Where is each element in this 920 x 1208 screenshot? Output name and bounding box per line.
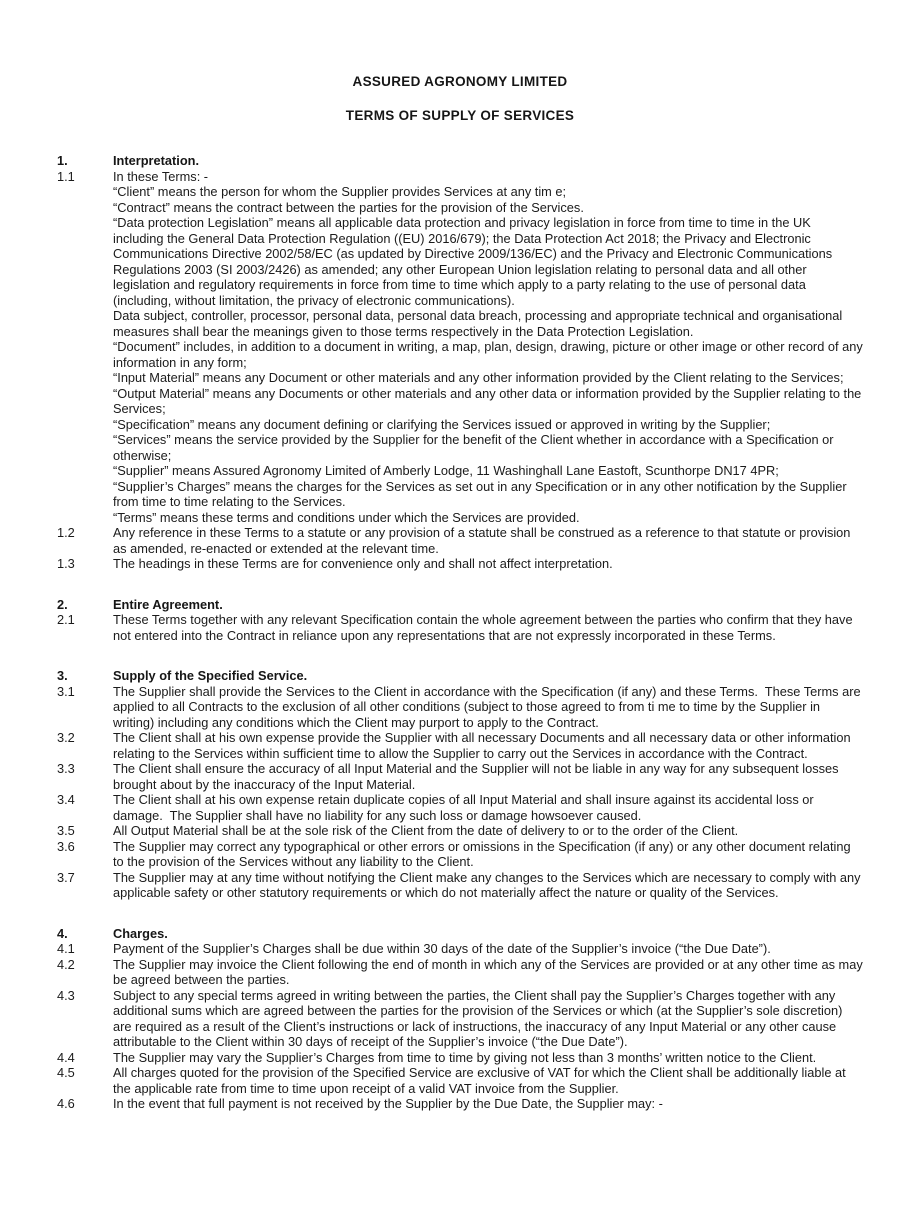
section-heading-row bbox=[57, 668, 863, 684]
clause-row bbox=[57, 956, 867, 988]
section-number: 4. bbox=[57, 925, 68, 941]
clause-paragraph: Data subject, controller, processor, personal data, personal data breach, processing and appropriate technical and organisational measures shall bear the meanings given to those terms respectively in the Data Protection Legislation. bbox=[113, 308, 846, 339]
clause-text bbox=[113, 1050, 863, 1066]
clause-paragraph: “Terms” means these terms and conditions under which the Services are provided. bbox=[113, 509, 580, 525]
section-heading: Charges. bbox=[113, 925, 168, 941]
clause-paragraph: “Output Material” means any Documents or other materials and any other data or information provided by the Supplier relating to the Services; bbox=[113, 385, 865, 416]
clause-paragraph: “Supplier’s Charges” means the charges for the Services as set out in any Specification or in any other notification by the Supplier from time to time relating to the Services. bbox=[113, 478, 851, 509]
section-number: 3. bbox=[57, 668, 68, 683]
clause-paragraph: Subject to any special terms agreed in writing between the parties, the Client shall pay the Supplier’s Charges together with any additional sums which are agreed between the parties for the provision of the Services or which (at the Supplier’s sole discretion) are required as a result of the Client’s instructions or lack of instructions, the inaccuracy of any Input Material or any other cause attributable to the Client within 30 days of receipt of the Supplier’s invoice (“the Due Date”). bbox=[113, 987, 846, 1049]
section bbox=[57, 668, 863, 901]
clause-text bbox=[113, 761, 863, 792]
clause-row bbox=[57, 1096, 863, 1112]
clause-row bbox=[57, 612, 863, 643]
clause-paragraph: “Services” means the service provided by the Supplier for the benefit of the Client whether in accordance with a Specification or otherwise; bbox=[113, 432, 838, 463]
section-number: 1. bbox=[57, 153, 68, 168]
clause-paragraph: “Input Material” means any Document or other materials and any other information provided by the Client relating to the Services; bbox=[113, 370, 844, 385]
section-heading-row bbox=[57, 153, 863, 169]
clause-row bbox=[57, 1050, 863, 1066]
clause-number: 4.3 bbox=[57, 987, 75, 1003]
clause-number: 1.2 bbox=[57, 525, 75, 540]
clause-row bbox=[57, 988, 863, 1050]
clause-text bbox=[113, 730, 863, 761]
clause-number: 2.1 bbox=[57, 612, 75, 627]
document-title: ASSURED AGRONOMY LIMITED bbox=[352, 74, 568, 89]
clause-text bbox=[113, 525, 863, 556]
clause-row bbox=[57, 761, 863, 792]
clause-row bbox=[57, 730, 863, 761]
section bbox=[57, 153, 867, 572]
clause-paragraph: “Contract” means the contract between the parties for the provision of the Services. bbox=[113, 199, 584, 215]
clause-number: 3.1 bbox=[57, 683, 75, 699]
clause-row bbox=[57, 525, 863, 556]
clause-paragraph: In these Terms: - bbox=[113, 168, 209, 184]
clause-number: 4.5 bbox=[57, 1065, 75, 1080]
clause-row bbox=[57, 839, 863, 870]
clause-text bbox=[113, 168, 867, 526]
clause-paragraph: In the event that full payment is not received by the Supplier by the Due Date, the Supplier may: - bbox=[113, 1096, 663, 1111]
clause-text bbox=[113, 941, 863, 957]
clause-number: 3.6 bbox=[57, 838, 75, 854]
clause-number: 3.2 bbox=[57, 730, 75, 745]
section-heading-row bbox=[57, 597, 863, 613]
sections-container bbox=[57, 153, 867, 1112]
clause-paragraph: The Supplier may at any time without notifying the Client make any changes to the Services which are necessary to comply with any applicable safety or other statutory requirements or which do not materially affect the nature or quality of the Services. bbox=[113, 869, 865, 900]
clause-text bbox=[113, 870, 863, 901]
clause-text bbox=[113, 1096, 863, 1112]
clause-number: 4.4 bbox=[57, 1049, 75, 1065]
clause-paragraph: The Client shall ensure the accuracy of all Input Material and the Supplier will not be liable in any way for any subsequent losses brought about by the inaccuracy of the Input Material. bbox=[113, 761, 843, 792]
clause-text bbox=[113, 839, 863, 870]
clause-number: 3.4 bbox=[57, 792, 75, 807]
clause-row bbox=[57, 1065, 863, 1096]
clause-number: 1.3 bbox=[57, 556, 75, 571]
section-heading-row bbox=[57, 926, 863, 942]
clause-paragraph: “Client” means the person for whom the Supplier provides Services at any tim e; bbox=[113, 184, 567, 199]
clause-text bbox=[113, 1065, 863, 1096]
clause-text bbox=[113, 956, 867, 988]
clause-paragraph: The Supplier may vary the Supplier’s Charges from time to time by giving not less than 3 months’ written notice to the Client. bbox=[113, 1049, 817, 1065]
clause-paragraph: Payment of the Supplier’s Charges shall be due within 30 days of the date of the Supplier’s invoice (“the Due Date”). bbox=[113, 941, 771, 956]
section bbox=[57, 597, 863, 644]
clause-row bbox=[57, 823, 863, 839]
document-subtitle: TERMS OF SUPPLY OF SERVICES bbox=[345, 108, 575, 123]
clause-paragraph: The Supplier may correct any typographical or other errors or omissions in the Specification (if any) or any other document relating to the provision of the Services without any liability to the Client. bbox=[113, 838, 855, 869]
clause-paragraph: Any reference in these Terms to a statute or any provision of a statute shall be construed as a reference to that statute or provision as amended, re-enacted or extended at the relevant time. bbox=[113, 525, 854, 556]
clause-row bbox=[57, 684, 863, 731]
clause-text bbox=[113, 684, 863, 731]
clause-text bbox=[113, 612, 863, 643]
clause-number: 4.2 bbox=[57, 956, 75, 972]
clause-text bbox=[113, 792, 863, 823]
clause-paragraph: The Client shall at his own expense provide the Supplier with all necessary Documents and all necessary data or other information relating to the Services within sufficient time to allow the Supplier to carry out the Services in accordance with the Contract. bbox=[113, 730, 855, 761]
section-heading: Entire Agreement. bbox=[113, 596, 223, 612]
clause-paragraph: The headings in these Terms are for convenience only and shall not affect interpretation. bbox=[113, 556, 613, 571]
clause-paragraph: The Supplier shall provide the Services to the Client in accordance with the Specification (if any) and these Terms. These Terms are applied to all Contracts to the exclusion of all other conditions (subject to those agreed to from ti me to time by the Supplier in writing) including any conditions which the Client may purport to apply to the Contract. bbox=[113, 683, 865, 730]
clause-paragraph: “Supplier” means Assured Agronomy Limited of Amberly Lodge, 11 Washinghall Lane Eastoft, Scunthorpe DN17 4PR; bbox=[113, 463, 779, 478]
clause-row bbox=[57, 556, 863, 572]
clause-number: 3.5 bbox=[57, 823, 75, 838]
clause-paragraph: “Data protection Legislation” means all applicable data protection and privacy legislation in force from time to time in the UK including the General Data Protection Regulation ((EU) 2016/679); the Data Protection Act 2018; the Privacy and Electronic Communications Directive 2002/58/EC (as updated by Directive 2009/136/EC) and the Privacy and Electronic Communications Regulations 2003 (SI 2003/2426) as amended; any other European Union legislation relating to personal data and all other legislation and regulatory requirements in force from time to time which apply to a party relating to the use of personal data (including, without limitation, the privacy of electronic communications). bbox=[113, 215, 836, 308]
clause-number: 3.7 bbox=[57, 869, 75, 885]
clause-number: 3.3 bbox=[57, 761, 75, 776]
clause-text bbox=[113, 556, 863, 572]
clause-row bbox=[57, 941, 863, 957]
clause-number: 4.1 bbox=[57, 941, 75, 956]
clause-paragraph: All charges quoted for the provision of the Specified Service are exclusive of VAT for which the Client shall be additionally liable at the applicable rate from time to time upon receipt of a valid VAT invoice from the Supplier. bbox=[113, 1065, 850, 1096]
clause-text bbox=[113, 823, 863, 839]
clause-row bbox=[57, 168, 867, 526]
clause-number: 1.1 bbox=[57, 168, 75, 184]
section bbox=[57, 925, 867, 1112]
clause-paragraph: “Specification” means any document defining or clarifying the Services issued or approved in writing by the Supplier; bbox=[113, 416, 771, 432]
clause-paragraph: All Output Material shall be at the sole risk of the Client from the date of delivery to or to the order of the Client. bbox=[113, 823, 739, 838]
clause-number: 4.6 bbox=[57, 1096, 75, 1111]
clause-paragraph: These Terms together with any relevant Specification contain the whole agreement between the parties who confirm that they have not entered into the Contract in reliance upon any representations that are not expressly incorporated in these Terms. bbox=[113, 612, 857, 643]
section-number: 2. bbox=[57, 596, 68, 612]
clause-text bbox=[113, 988, 863, 1050]
clause-paragraph: The Client shall at his own expense retain duplicate copies of all Input Material and shall insure against its accidental loss or damage. The Supplier shall have no liability for any such loss or damage howsoever caused. bbox=[113, 792, 818, 823]
clause-paragraph: “Document” includes, in addition to a document in writing, a map, plan, design, drawing, picture or other image or other record of any information in any form; bbox=[113, 339, 867, 370]
clause-row bbox=[57, 792, 863, 823]
section-heading: Supply of the Specified Service. bbox=[113, 668, 308, 683]
clause-row bbox=[57, 870, 863, 901]
section-heading: Interpretation. bbox=[113, 153, 200, 168]
clause-paragraph: The Supplier may invoice the Client following the end of month in which any of the Services are provided or at any other time as may be agreed between the parties. bbox=[113, 956, 867, 987]
